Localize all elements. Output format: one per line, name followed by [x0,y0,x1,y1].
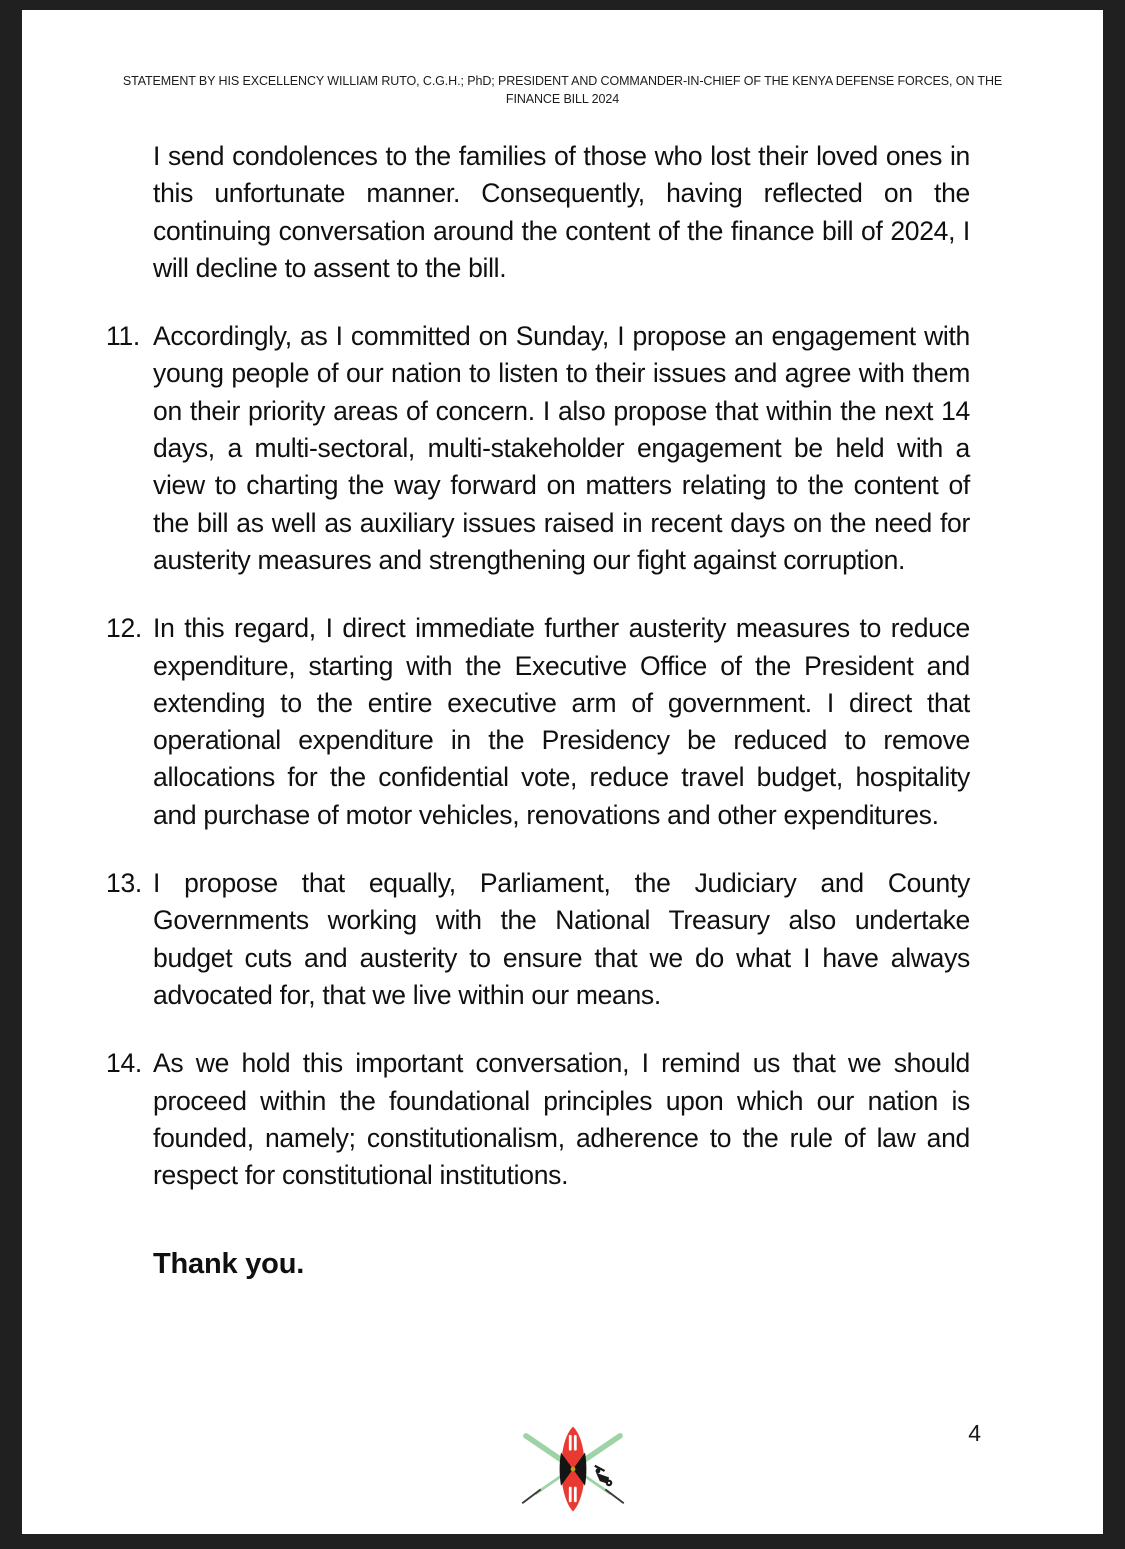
paragraph-number: 12. [106,613,142,644]
paragraph-number: 11. [106,321,140,352]
paragraph-12 [106,610,970,834]
paragraph-11 [106,318,970,579]
paragraph-number: 14. [106,1048,142,1079]
paragraph-13 [106,865,970,1014]
page-number: 4 [968,1420,981,1446]
paragraph-text: I send condolences to the families of those who lost their loved ones in this unfortunate manner. Consequently, having reflected on the continuing conversation around the content of the finance bill of 2024, I will decline to assent to the bill. [153,141,970,283]
document-header: STATEMENT BY HIS EXCELLENCY WILLIAM RUTO, C.G.H.; PhD; PRESIDENT AND COMMANDER-IN-CHIEF OF THE KENYA DEFENSE FORCES, ON THE FINANCE BILL 2024 [122,74,1003,106]
paragraph-continuation [106,138,970,287]
paragraph-text: In this regard, I direct immediate further austerity measures to reduce expenditure, starting with the Executive Office of the President and extending to the entire executive arm of government. I direct that operational expenditure in the Presidency be reduced to remove allocations for the confidential vote, reduce travel budget, hospitality and purchase of motor vehicles, renovations and other expenditures. [153,613,970,830]
closing-text: Thank you. [153,1248,305,1281]
kenya-coat-of-arms-icon [511,1422,635,1518]
paragraph-number: 13. [106,868,142,899]
document-page [22,10,1103,1534]
paragraph-text: I propose that equally, Parliament, the Judiciary and County Governments working with the National Treasury also undertake budget cuts and austerity to ensure that we do what I have always advocated for, that we live within our means. [153,868,970,1010]
paragraph-text: Accordingly, as I committed on Sunday, I propose an engagement with young people of our nation to listen to their issues and agree with them on their priority areas of concern. I also propose that within the next 14 days, a multi-sectoral, multi-stakeholder engagement be held with a view to charting the way forward on matters relating to the content of the bill as well as auxiliary issues raised in recent days on the need for austerity measures and strengthening our fight against corruption. [153,321,970,575]
paragraph-text: As we hold this important conversation, I remind us that we should proceed within the foundational principles upon which our nation is founded, namely; constitutionalism, adherence to the rule of law and respect for constitutional institutions. [153,1048,970,1191]
document-body [22,108,1103,1284]
paragraph-14 [106,1045,970,1194]
